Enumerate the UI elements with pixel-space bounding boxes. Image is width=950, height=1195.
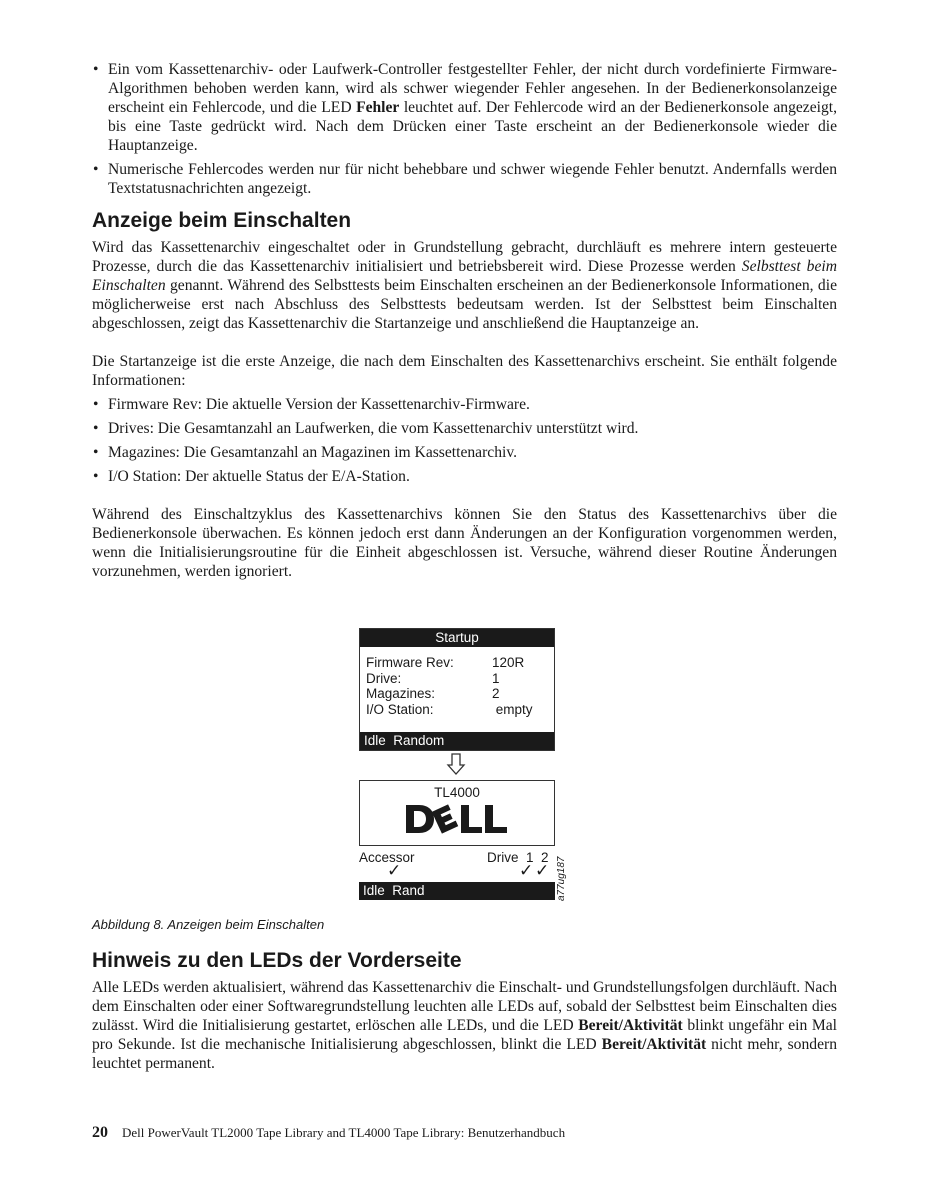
bullet-text: leuchtet auf. Der Fehlercode wird an der Bedienerkonsole angezeigt, bis eine Taste gedrückt wird. Nach dem Drücken einer Taste erscheint an der Bedienerkonsole wieder die Hauptanzeige. [108,99,838,154]
main-status-bar: Idle Rand [359,882,555,900]
text-run: Alle LEDs werden aktualisiert, während das Kassettenarchiv die Einschalt- und Grundstellungsfolgen durchläuft. Nach dem Einschalten oder einer Softwaregrundstellung leuchten alle LEDs auf, sobald der Selbsttest beim Einschalten dies zulässt. Wird die Initialisierung gestartet, erlöschen alle LEDs, und die LED [92,979,837,1034]
footer-title: Dell PowerVault TL2000 Tape Library and TL4000 Tape Library: Benutzerhandbuch [122,1125,566,1140]
text-run: genannt. Während des Selbsttests beim Einschalten erscheinen an der Bedienerkonsole Informationen, die möglicherweise erst nach Abschluss des Selbsttests bedeutsam werden. Ist der Selbsttest beim Einschalten abgeschlossen, zeigt das Kassettenarchiv die Startanzeige und anschließend die Hauptanzeige an. [92,277,837,332]
drive-label: Drive 1 2 [487,850,549,865]
figure-id: a77ug187 [556,856,567,901]
checkmark-icon: ✓ [519,861,534,881]
info-key: Magazines: [366,686,436,701]
list-item: • Numerische Fehlercodes werden nur für nicht behebbare und schwer wiegende Fehler benutzt. Andernfalls werden Textstatusnachrichten angezeigt. [92,160,837,198]
checkmark-icon: ✓ [535,861,550,881]
info-key: I/O Station: [366,701,434,717]
main-screen [359,780,555,846]
paragraph: Während des Einschaltzyklus des Kassettenarchivs können Sie den Status des Kassettenarchivs über die Bedienerkonsole überwachen. Es können jedoch erst dann Änderungen an der Konfiguration vorgenommen werden, wenn die Initialisierungsroutine für die Einheit abgeschlossen ist. Versuche, während dieser Routine Änderungen vorzunehmen, werden ignoriert. [92,506,837,580]
info-value: 120R [492,655,525,670]
bold-term: Bereit/Aktivität [578,1017,683,1034]
info-key: Firmware Rev: [366,655,454,670]
accessor-label: Accessor [359,850,415,865]
list-item: • Drives: Die Gesamtanzahl an Laufwerken, die vom Kassettenarchiv unterstützt wird. [92,419,837,438]
bold-term: Fehler [356,99,400,116]
led-section [92,948,837,1073]
list-item: • Magazines: Die Gesamtanzahl an Magazinen im Kassettenarchiv. [92,443,837,462]
info-row [366,702,548,718]
list-item: • I/O Station: Der aktuelle Status der E/A-Station. [92,467,837,486]
startup-title: Startup [360,629,554,647]
page-body [92,60,837,581]
page-number: 20 [92,1124,108,1141]
info-row [366,671,548,687]
paragraph: Die Startanzeige ist die erste Anzeige, die nach dem Einschalten des Kassettenarchivs erscheint. Sie enthält folgende Informationen: [92,353,837,389]
model-label: TL4000 [434,785,480,800]
list-item: • Firmware Rev: Die aktuelle Version der Kassettenarchiv-Firmware. [92,395,837,414]
italic-term: Selbsttest beim Einschalten [92,258,837,294]
page-footer [92,1124,565,1142]
down-arrow-icon [446,752,466,776]
checkmark-icon: ✓ [387,861,402,881]
bold-term: Bereit/Aktivität [601,1036,707,1053]
info-value: 1 [492,670,500,686]
info-value: 2 [492,686,500,701]
figure-caption: Abbildung 8. Anzeigen beim Einschalten [92,917,325,932]
section-heading: Anzeige beim Einschalten [92,209,352,232]
intro-bullet-list [92,60,837,198]
startup-screen [359,628,555,751]
section-heading: Hinweis zu den LEDs der Vorderseite [92,949,462,972]
text-run: nicht mehr, sondern leuchtet permanent. [92,1036,837,1072]
paragraph [92,978,837,1073]
text-run: blinkt ungefähr ein Mal pro Sekunde. Ist die mechanische Initialisierung abgeschlossen, blinkt die LED [92,1017,837,1053]
dell-logo [406,804,508,834]
startup-info-list [92,395,837,486]
figure-startup-screens [359,628,579,908]
info-row [366,655,548,671]
startup-info-rows [360,647,554,717]
paragraph [92,238,837,333]
bullet-text: Ein vom Kassettenarchiv- oder Laufwerk-Controller festgestellter Fehler, der nicht durch vordefinierte Firmware-Algorithmen behoben werden kann, wird als schwer wiegender Fehler angesehen. In der Bedienerkonsolanzeige erscheint ein Fehlercode, und die LED [108,61,837,116]
info-value: empty [492,701,533,717]
info-key: Drive: [366,670,402,686]
info-row [366,686,548,702]
list-item [92,60,837,155]
startup-status-bar: Idle Random [360,732,554,750]
text-run: Wird das Kassettenarchiv eingeschaltet oder in Grundstellung gebracht, durchläuft es mehrere intern gesteuerte Prozesse, durch die das Kassettenarchiv initialisiert und betriebsbereit wird. Diese Prozesse werden [92,239,837,275]
